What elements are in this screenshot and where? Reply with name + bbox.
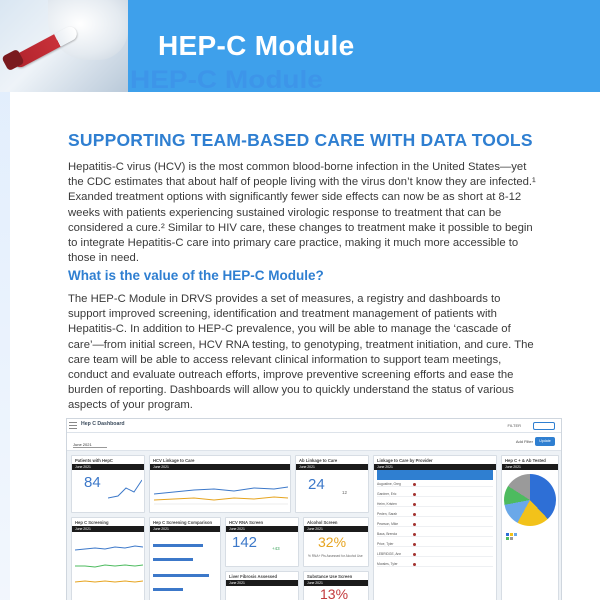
dashboard-filterbar — [67, 433, 561, 451]
card-title: Alcohol Screen — [307, 520, 338, 525]
card-period: June 2021 — [229, 527, 245, 531]
card-delta: 12 — [342, 490, 348, 495]
status-dot-icon — [413, 513, 416, 516]
filter-label[interactable]: FILTER — [507, 423, 521, 428]
pie-chart — [504, 474, 556, 526]
card-value: 13% — [320, 586, 349, 600]
card-period: June 2021 — [307, 527, 323, 531]
card-title: Patients with HepC — [75, 458, 113, 463]
table-row[interactable] — [377, 532, 493, 537]
filter-button[interactable] — [533, 422, 555, 430]
period-select[interactable]: June 2021 — [73, 442, 107, 448]
add-filter-button[interactable]: Add Filter — [515, 439, 533, 444]
provider-name: Augustine, Greg — [377, 482, 401, 486]
comparison-bars — [153, 538, 219, 598]
provider-name: Morales, Tyler — [377, 562, 398, 566]
line-chart — [154, 474, 288, 510]
card-hepc-ab-tested[interactable] — [501, 455, 559, 600]
card-title: Substance Use Screen — [307, 574, 353, 579]
provider-name: Heim, Kristen — [377, 502, 397, 506]
card-note: % RNA+ Pts Assessed for Alcohol Use — [308, 554, 363, 558]
card-patients-hepc[interactable] — [71, 455, 145, 513]
section-subheading: What is the value of the HEP-C Module? — [68, 268, 324, 283]
card-title: Hep C Screening — [75, 520, 109, 525]
card-period: June 2021 — [505, 465, 521, 469]
card-value: 32% — [318, 534, 347, 550]
card-hepc-screening[interactable] — [71, 517, 145, 600]
dashboard-screenshot — [66, 418, 562, 600]
table-row[interactable] — [377, 502, 493, 507]
screening-chart — [75, 536, 143, 598]
value-paragraph: The HEP-C Module in DRVS provides a set of measures, a registry and dashboards to support improved screening, identification and treatment management of patients with Hepatitis-C. In addition to HEP-C prevalence, you will be able to manage the ‘cascade of care’—from initial screen, HCV RNA testing, to genotyping, treatment initiation, and cure. The care team will be able to access relevant clinical information to support team meetings, conduct and evaluate outreach efforts, improve preventive screening efforts and ease the burden of reporting. Dashboards will allow you to quickly understand the status of various aspects of your program. — [68, 293, 534, 412]
provider-name: Pearson, Mike — [377, 522, 399, 526]
card-period: June 2021 — [153, 465, 169, 469]
card-value: 142 — [232, 534, 258, 551]
card-period: June 2021 — [299, 465, 315, 469]
card-value: 24 — [308, 476, 325, 493]
table-row[interactable] — [377, 522, 493, 527]
card-period: June 2021 — [229, 581, 245, 585]
pie-legend — [506, 532, 518, 540]
table-row[interactable] — [377, 482, 493, 487]
card-delta: +43 — [272, 546, 280, 551]
card-title: Hep C + & Ab Tested — [505, 458, 546, 463]
card-ab-linkage[interactable] — [295, 455, 369, 513]
table-row[interactable] — [377, 542, 493, 547]
card-substance-use[interactable] — [303, 571, 369, 600]
provider-table-header — [377, 470, 493, 480]
card-title: Liver Fibrosis Assessed — [229, 574, 278, 579]
status-dot-icon — [413, 503, 416, 506]
title-echo: HEP-C Module — [130, 65, 323, 94]
dashboard-title: Hep C Dashboard — [81, 421, 125, 427]
update-button[interactable]: Update — [535, 437, 555, 446]
card-period: June 2021 — [377, 465, 393, 469]
section-heading: SUPPORTING TEAM-BASED CARE WITH DATA TOOLS — [68, 130, 533, 150]
left-accent-bar — [0, 92, 10, 600]
table-row[interactable] — [377, 562, 493, 567]
status-dot-icon — [413, 523, 416, 526]
page-header — [0, 0, 600, 92]
status-dot-icon — [413, 493, 416, 496]
sparkline — [108, 478, 142, 502]
intro-paragraph: Hepatitis-C virus (HCV) is the most common blood-borne infection in the United States—yet the CDC estimates that about half of people living with the virus don’t know they are infected.¹ Exanded treatment options with significantly fewer side effects can now be as short at 8-12 weeks with patients experiencing sustained virologic response to treatment that can be considered a cure.² Similar to HIV care, these changes to treatment make it possible to begin to integrate Hepatitis-C care into primary care practice, making it much more accessible to those in need. — [68, 161, 536, 265]
header-photo — [0, 0, 128, 92]
card-title: Hep C Screening Comparison — [153, 520, 213, 525]
card-title: HCV RNA Screen — [229, 520, 264, 525]
table-row[interactable] — [377, 552, 493, 557]
status-dot-icon — [413, 553, 416, 556]
status-dot-icon — [413, 563, 416, 566]
card-value: 84 — [84, 474, 101, 491]
menu-icon[interactable] — [69, 422, 77, 429]
card-title: Linkage to Care by Provider — [377, 458, 433, 463]
card-period: June 2021 — [75, 527, 91, 531]
provider-name: Price, Tyler — [377, 542, 394, 546]
status-dot-icon — [413, 533, 416, 536]
provider-name: Peden, Sarah — [377, 512, 398, 516]
card-title: HCV Linkage to Care — [153, 458, 195, 463]
status-dot-icon — [413, 483, 416, 486]
card-period: June 2021 — [307, 581, 323, 585]
card-hcv-linkage[interactable] — [149, 455, 291, 513]
card-period: June 2021 — [153, 527, 169, 531]
card-screening-comparison[interactable] — [149, 517, 221, 600]
card-hcv-rna-screen[interactable] — [225, 517, 299, 567]
status-dot-icon — [413, 543, 416, 546]
provider-name: Baca, Brenda — [377, 532, 397, 536]
table-row[interactable] — [377, 512, 493, 517]
card-liver-fibrosis[interactable] — [225, 571, 299, 600]
card-title: Ab Linkage to Care — [299, 458, 338, 463]
dashboard-topbar — [67, 419, 561, 433]
provider-name: Gardner, Eric — [377, 492, 397, 496]
card-provider-linkage[interactable] — [373, 455, 497, 600]
card-period: June 2021 — [75, 465, 91, 469]
table-row[interactable] — [377, 492, 493, 497]
provider-name: LEBRIDGE, Ann — [377, 552, 402, 556]
page-title: HEP-C Module — [158, 30, 355, 61]
card-alcohol-screen[interactable] — [303, 517, 369, 567]
